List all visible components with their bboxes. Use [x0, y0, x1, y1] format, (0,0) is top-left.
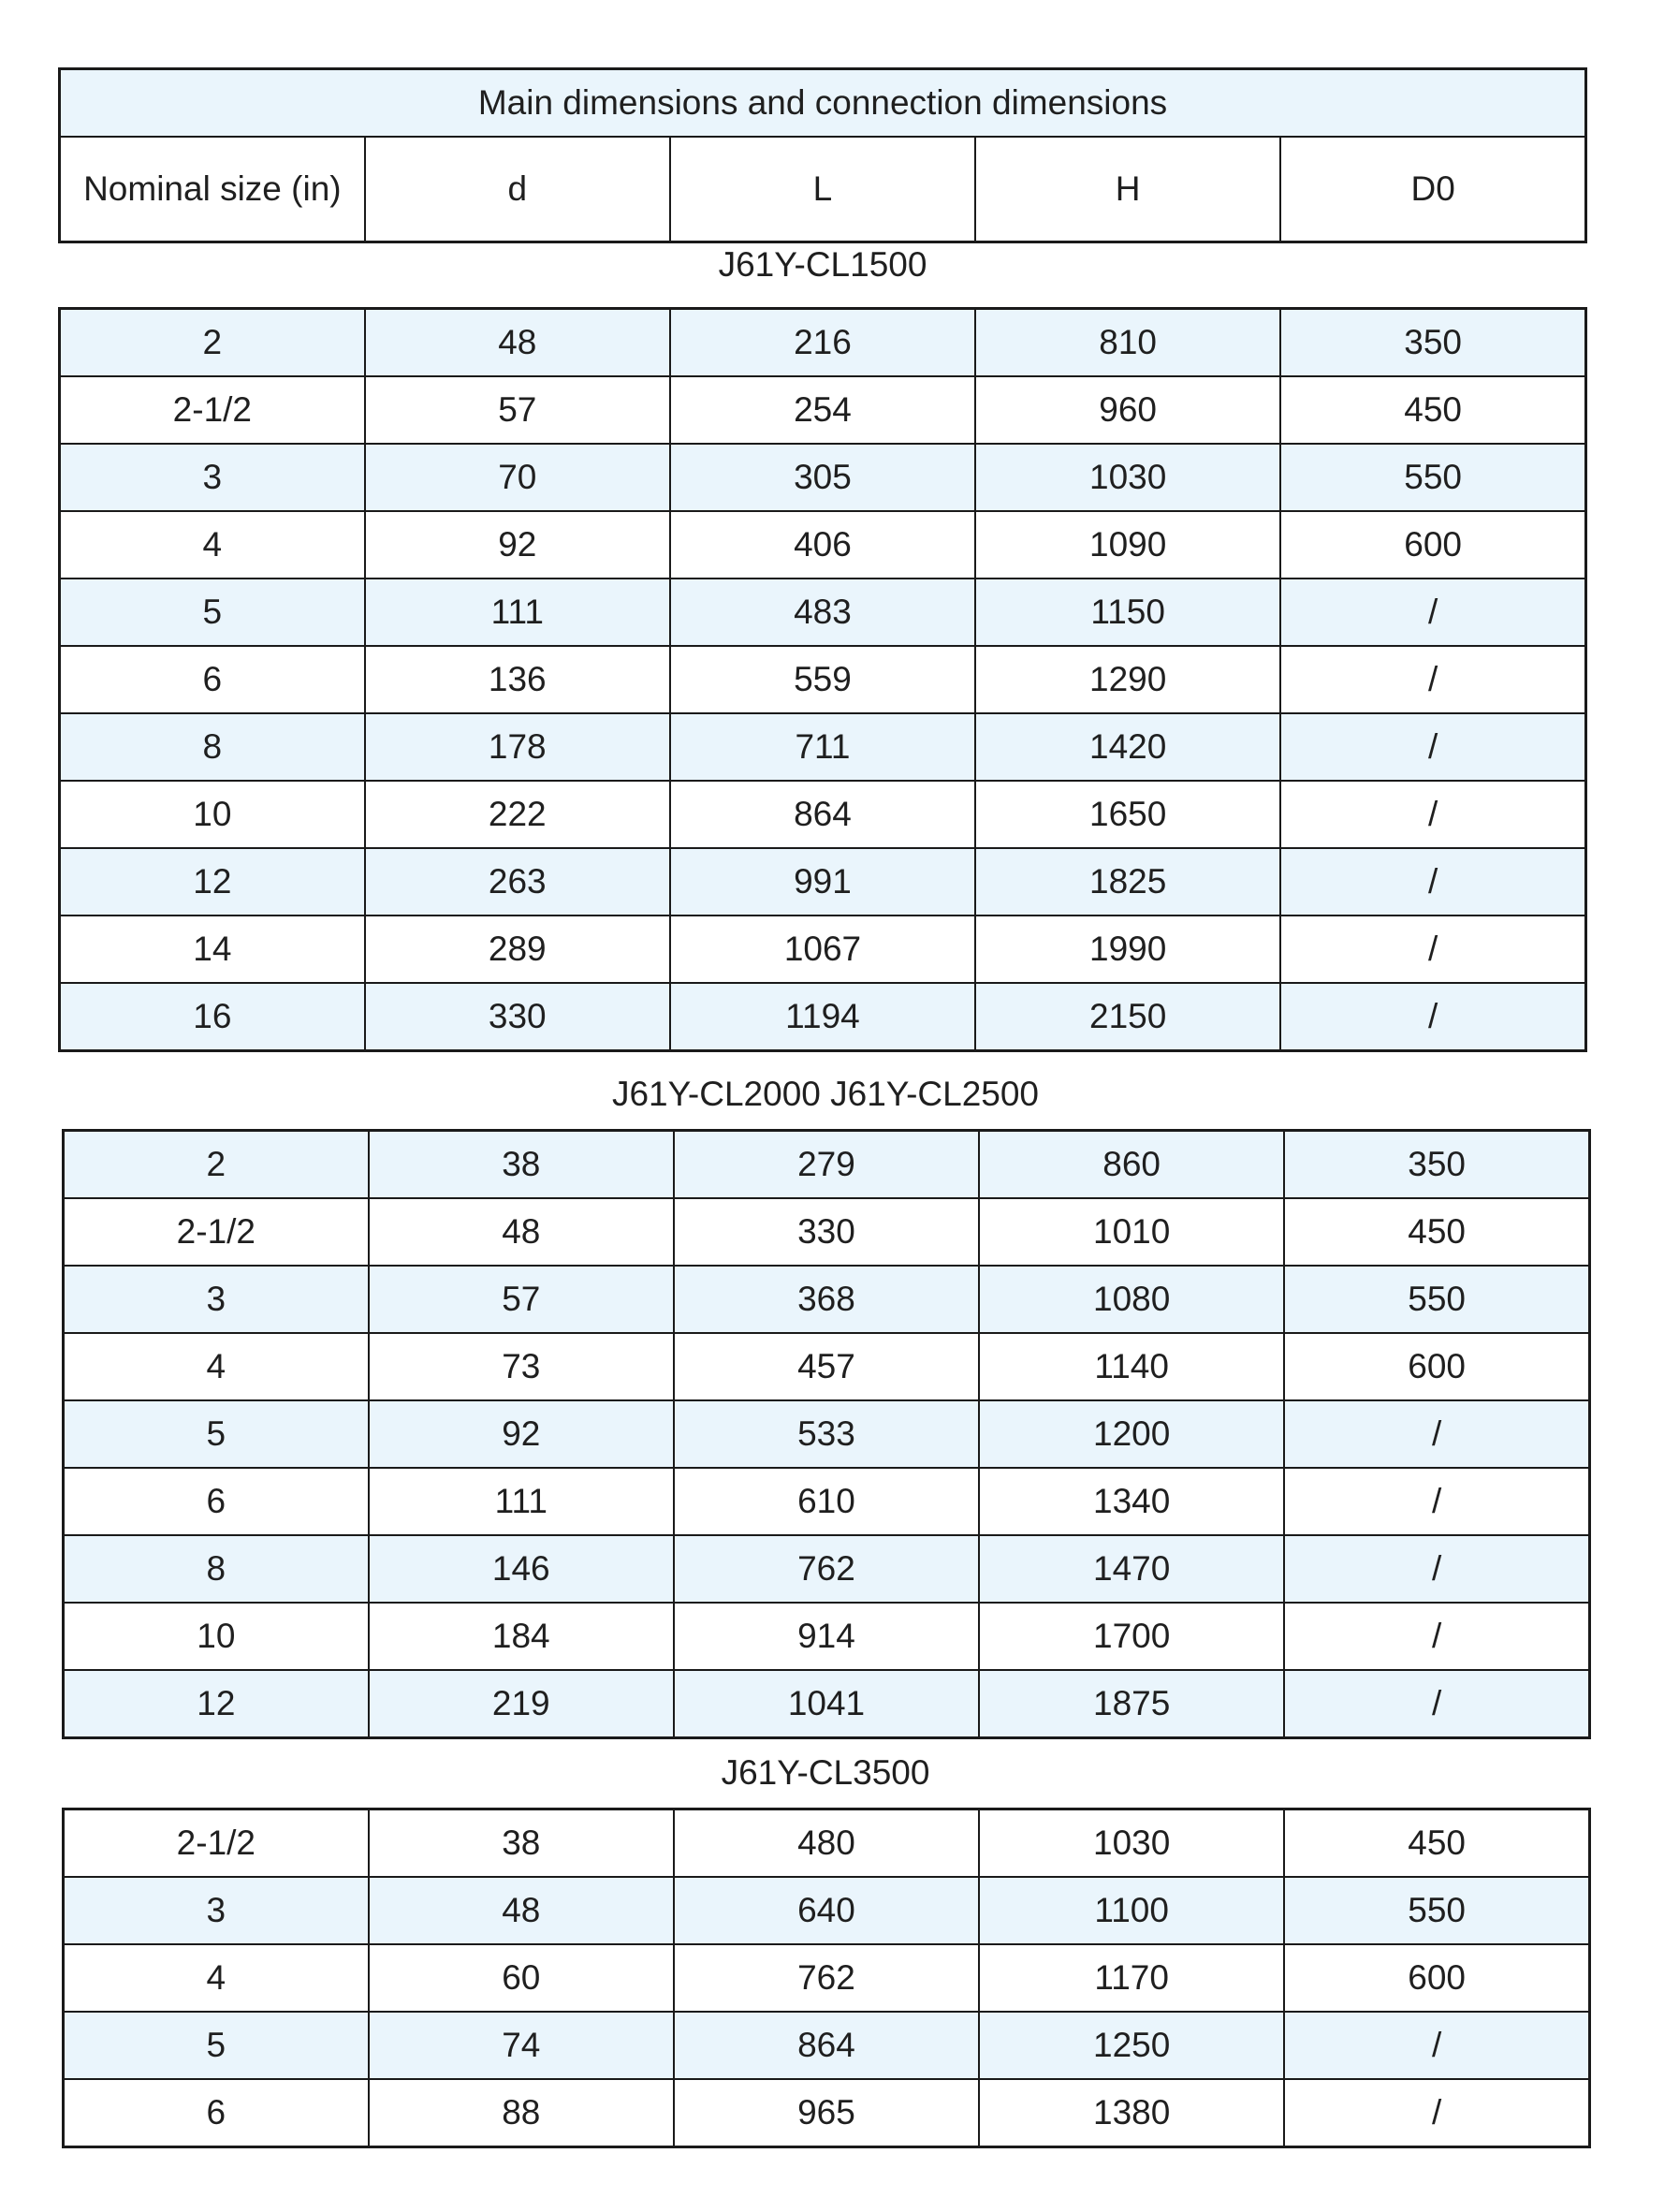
- table-row: [64, 1468, 1590, 1535]
- cell-d: 289: [365, 916, 670, 983]
- cell-l: 864: [670, 781, 975, 848]
- table-row: [64, 2012, 1590, 2079]
- cell-d: 184: [369, 1603, 674, 1670]
- cell-d0: 550: [1280, 444, 1585, 511]
- table-row: [64, 1400, 1590, 1468]
- cell-l: 305: [670, 444, 975, 511]
- cell-l: 483: [670, 579, 975, 646]
- cell-nominal-size: 3: [64, 1266, 369, 1333]
- cell-d0: 600: [1284, 1944, 1589, 2012]
- table-row: [60, 713, 1586, 781]
- cell-d: 48: [365, 309, 670, 377]
- cell-h: 1825: [975, 848, 1280, 916]
- dimensions-table-cl1500: [58, 307, 1587, 1052]
- cell-d: 136: [365, 646, 670, 713]
- cell-d0: 550: [1284, 1266, 1589, 1333]
- table-row: [64, 1603, 1590, 1670]
- cell-nominal-size: 8: [64, 1535, 369, 1603]
- cell-nominal-size: 4: [60, 511, 365, 579]
- cell-nominal-size: 5: [64, 1400, 369, 1468]
- cell-d: 74: [369, 2012, 674, 2079]
- table-row: [60, 444, 1586, 511]
- table-row: [64, 1877, 1590, 1944]
- cell-d: 92: [369, 1400, 674, 1468]
- cell-nominal-size: 6: [60, 646, 365, 713]
- cell-l: 330: [674, 1198, 979, 1266]
- cell-l: 279: [674, 1131, 979, 1199]
- cell-d0: 550: [1284, 1877, 1589, 1944]
- cell-h: 1170: [979, 1944, 1284, 2012]
- cell-h: 1380: [979, 2079, 1284, 2147]
- table-row: [60, 646, 1586, 713]
- cell-d: 222: [365, 781, 670, 848]
- cell-l: 480: [674, 1809, 979, 1878]
- table-row: [64, 1198, 1590, 1266]
- cell-l: 406: [670, 511, 975, 579]
- cell-d: 263: [365, 848, 670, 916]
- section-caption-cl3500: J61Y-CL3500: [721, 1753, 930, 1792]
- cell-h: 1150: [975, 579, 1280, 646]
- cell-l: 864: [674, 2012, 979, 2079]
- table-row: [60, 916, 1586, 983]
- section-caption-cl1500: J61Y-CL1500: [718, 245, 927, 284]
- cell-l: 216: [670, 309, 975, 377]
- table-row: [60, 376, 1586, 444]
- cell-nominal-size: 4: [64, 1944, 369, 2012]
- column-header-d0: D0: [1280, 137, 1585, 242]
- cell-nominal-size: 14: [60, 916, 365, 983]
- cell-nominal-size: 2-1/2: [64, 1809, 369, 1878]
- cell-nominal-size: 16: [60, 983, 365, 1051]
- cell-d: 38: [369, 1131, 674, 1199]
- cell-d: 57: [365, 376, 670, 444]
- cell-h: 1090: [975, 511, 1280, 579]
- cell-nominal-size: 3: [60, 444, 365, 511]
- cell-h: 1080: [979, 1266, 1284, 1333]
- cell-h: 1290: [975, 646, 1280, 713]
- cell-d0: /: [1284, 1670, 1589, 1738]
- cell-d: 60: [369, 1944, 674, 2012]
- table-row: [64, 1535, 1590, 1603]
- cell-nominal-size: 2-1/2: [60, 376, 365, 444]
- cell-d: 57: [369, 1266, 674, 1333]
- table-row: [64, 1809, 1590, 1878]
- cell-nominal-size: 8: [60, 713, 365, 781]
- cell-nominal-size: 6: [64, 1468, 369, 1535]
- cell-h: 1030: [975, 444, 1280, 511]
- cell-d: 146: [369, 1535, 674, 1603]
- cell-d: 88: [369, 2079, 674, 2147]
- cell-h: 2150: [975, 983, 1280, 1051]
- cell-h: 1340: [979, 1468, 1284, 1535]
- cell-nominal-size: 4: [64, 1333, 369, 1400]
- dimensions-table-cl2000-cl2500: [62, 1129, 1591, 1739]
- cell-d: 38: [369, 1809, 674, 1878]
- column-header-h: H: [975, 137, 1280, 242]
- column-header-l: L: [670, 137, 975, 242]
- column-header-row: [60, 137, 1586, 242]
- cell-d0: 350: [1280, 309, 1585, 377]
- cell-d: 48: [369, 1877, 674, 1944]
- cell-d0: 600: [1280, 511, 1585, 579]
- cell-d: 178: [365, 713, 670, 781]
- cell-l: 711: [670, 713, 975, 781]
- cell-d0: 450: [1284, 1198, 1589, 1266]
- cell-d0: /: [1280, 646, 1585, 713]
- cell-d0: 450: [1280, 376, 1585, 444]
- cell-d0: /: [1284, 1468, 1589, 1535]
- cell-h: 1420: [975, 713, 1280, 781]
- table-row: [60, 848, 1586, 916]
- cell-l: 991: [670, 848, 975, 916]
- cell-d0: /: [1284, 1400, 1589, 1468]
- cell-nominal-size: 10: [64, 1603, 369, 1670]
- cell-d: 48: [369, 1198, 674, 1266]
- cell-h: 1030: [979, 1809, 1284, 1878]
- cell-d: 92: [365, 511, 670, 579]
- cell-l: 762: [674, 1535, 979, 1603]
- cell-nominal-size: 12: [64, 1670, 369, 1738]
- cell-l: 914: [674, 1603, 979, 1670]
- cell-h: 1100: [979, 1877, 1284, 1944]
- cell-l: 1067: [670, 916, 975, 983]
- table-row: [60, 983, 1586, 1051]
- cell-nominal-size: 5: [64, 2012, 369, 2079]
- cell-l: 640: [674, 1877, 979, 1944]
- cell-l: 559: [670, 646, 975, 713]
- table-row: [64, 1944, 1590, 2012]
- cell-d0: 600: [1284, 1333, 1589, 1400]
- cell-nominal-size: 12: [60, 848, 365, 916]
- cell-l: 1041: [674, 1670, 979, 1738]
- column-header-d: d: [365, 137, 670, 242]
- table-row: [64, 1333, 1590, 1400]
- cell-d0: 450: [1284, 1809, 1589, 1878]
- cell-h: 1140: [979, 1333, 1284, 1400]
- table-row: [64, 1266, 1590, 1333]
- table-row: [60, 579, 1586, 646]
- cell-h: 1700: [979, 1603, 1284, 1670]
- cell-l: 965: [674, 2079, 979, 2147]
- cell-d0: /: [1280, 713, 1585, 781]
- cell-nominal-size: 6: [64, 2079, 369, 2147]
- cell-h: 1250: [979, 2012, 1284, 2079]
- cell-d: 70: [365, 444, 670, 511]
- cell-h: 810: [975, 309, 1280, 377]
- cell-h: 1990: [975, 916, 1280, 983]
- table-row: [60, 309, 1586, 377]
- cell-d0: /: [1284, 1603, 1589, 1670]
- cell-h: 1010: [979, 1198, 1284, 1266]
- cell-l: 610: [674, 1468, 979, 1535]
- cell-d0: /: [1280, 983, 1585, 1051]
- cell-d0: /: [1284, 2079, 1589, 2147]
- cell-d0: /: [1280, 579, 1585, 646]
- cell-d0: 350: [1284, 1131, 1589, 1199]
- cell-l: 457: [674, 1333, 979, 1400]
- cell-nominal-size: 5: [60, 579, 365, 646]
- cell-nominal-size: 3: [64, 1877, 369, 1944]
- cell-d0: /: [1284, 2012, 1589, 2079]
- cell-nominal-size: 2: [60, 309, 365, 377]
- cell-d0: /: [1280, 916, 1585, 983]
- section-caption-cl2000-cl2500: J61Y-CL2000 J61Y-CL2500: [611, 1075, 1039, 1113]
- table-row: [64, 1670, 1590, 1738]
- table-title: Main dimensions and connection dimensions: [60, 69, 1586, 138]
- table-row: [64, 1131, 1590, 1199]
- cell-d0: /: [1284, 1535, 1589, 1603]
- cell-nominal-size: 10: [60, 781, 365, 848]
- cell-l: 762: [674, 1944, 979, 2012]
- dimensions-table-cl3500: [62, 1808, 1591, 2148]
- cell-l: 254: [670, 376, 975, 444]
- cell-l: 368: [674, 1266, 979, 1333]
- cell-l: 533: [674, 1400, 979, 1468]
- cell-d: 219: [369, 1670, 674, 1738]
- header-table: [58, 67, 1587, 243]
- table-row: [64, 2079, 1590, 2147]
- cell-d0: /: [1280, 781, 1585, 848]
- cell-h: 1200: [979, 1400, 1284, 1468]
- cell-d: 330: [365, 983, 670, 1051]
- cell-h: 860: [979, 1131, 1284, 1199]
- table-row: [60, 511, 1586, 579]
- cell-nominal-size: 2: [64, 1131, 369, 1199]
- cell-nominal-size: 2-1/2: [64, 1198, 369, 1266]
- cell-d: 111: [365, 579, 670, 646]
- cell-l: 1194: [670, 983, 975, 1051]
- table-title-row: [60, 69, 1586, 138]
- table-row: [60, 781, 1586, 848]
- column-header-nominal-size: Nominal size (in): [60, 137, 365, 242]
- cell-d0: /: [1280, 848, 1585, 916]
- cell-d: 73: [369, 1333, 674, 1400]
- cell-d: 111: [369, 1468, 674, 1535]
- cell-h: 1875: [979, 1670, 1284, 1738]
- cell-h: 1650: [975, 781, 1280, 848]
- cell-h: 1470: [979, 1535, 1284, 1603]
- cell-h: 960: [975, 376, 1280, 444]
